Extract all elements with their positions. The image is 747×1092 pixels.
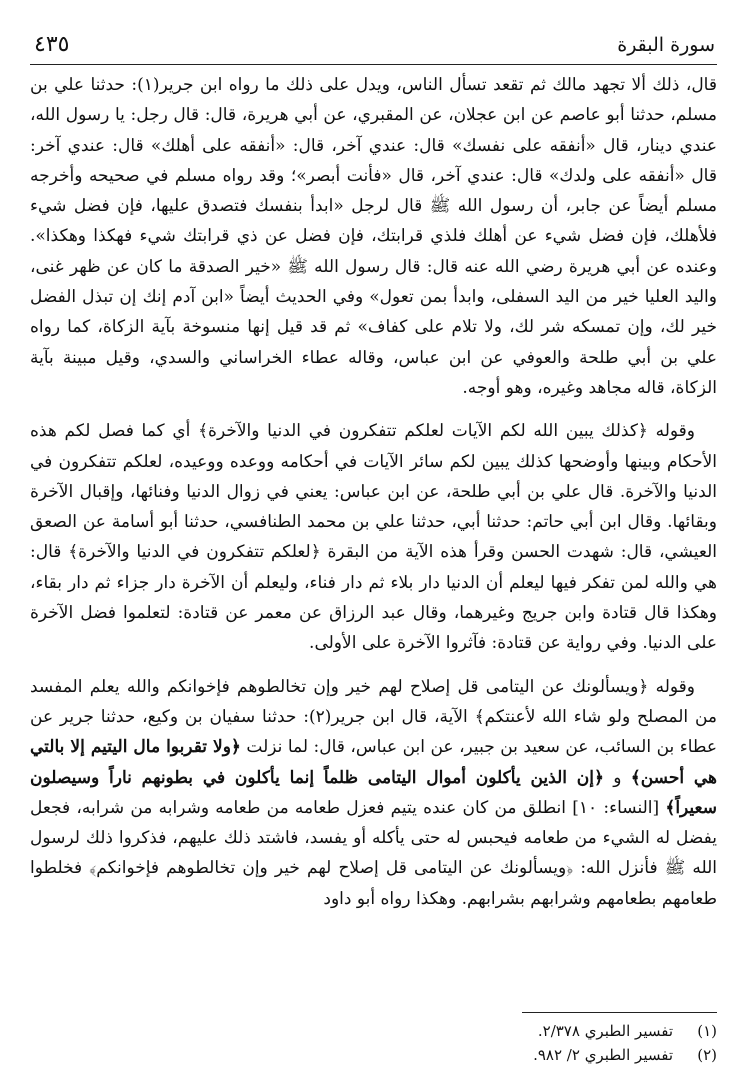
quran-verse-bold: ﴿إن الذين يأكلون أموال اليتامى ظلماً إنما يأكلون في بطونهم ناراً وسيصلون سعيراً﴾ — [30, 767, 717, 818]
paragraph-text: [النساء: ١٠] انطلق من كان عنده يتيم فعزل طعامه من طعامه وشرابه من شرابه، فجعل يفضل له الشيء من طعامه فيحبس له حتى يأكله أو يفسد، فاشتد ذلك عليهم، فذكروا ذلك لرسول الله ﷺ فأنزل الله: ﴿ويسألونك عن اليتامى قل إصلاح لهم خير وإن تخالطوهم فإخوانكم﴾ فخلطوا طعامهم بطعامهم وشرابهم بشرابهم. وهكذا رواه أبو داود — [30, 797, 717, 909]
footnotes — [30, 1012, 717, 1067]
footnote-number: (٢) — [697, 1046, 717, 1064]
paragraph — [30, 672, 717, 914]
paragraph: وقوله ﴿كذلك يبين الله لكم الآيات لعلكم تتفكرون في الدنيا والآخرة﴾ أي كما فصل لكم هذه الأحكام وبينها وأوضحها كذلك يبين لكم سائر الآيات في أحكامه ووعده ووعيده، لعلكم تتفكرون في الدنيا والآخرة. قال علي بن أبي طلحة، عن ابن عباس: يعني في زوال الدنيا وفنائها، وإقبال الآخرة وبقائها. وقال ابن أبي حاتم: حدثنا أبي، حدثنا علي بن محمد الطنافسي، حدثنا أبو أسامة عن الصعق العيشي، قال: شهدت الحسن وقرأ هذه الآية من البقرة ﴿لعلكم تتفكرون في الدنيا والآخرة﴾ قال: هي والله لمن تفكر فيها ليعلم أن الدنيا دار بلاء ثم دار فناء، وليعلم أن الآخرة دار جزاء ثم دار بقاء، وهكذا قال قتادة وابن جريج وغيرهما، وقال عبد الرزاق عن معمر عن قتادة: لتعلموا فضل الآخرة على الدنيا. وفي رواية عن قتادة: فآثروا الآخرة على الأولى. — [30, 421, 717, 654]
page-body — [30, 70, 717, 914]
footnote — [30, 1043, 717, 1067]
footnote-number: (١) — [697, 1022, 717, 1040]
footnote-text: تفسير الطبري ٢/ ٩٨٢. — [533, 1046, 673, 1064]
footnote-text: تفسير الطبري ٢/٣٧٨. — [537, 1022, 673, 1040]
footnote-divider — [522, 1012, 717, 1013]
paragraph: قال، ذلك ألا تجهد مالك ثم تقعد تسأل الناس، ويدل على ذلك ما رواه ابن جرير(١): حدثنا علي بن مسلم، حدثنا أبو عاصم عن ابن عجلان، عن المقبري، عن أبي هريرة، قال: قال رجل: يا رسول الله، عندي دينار، قال «أنفقه على نفسك» قال: عندي آخر، قال: «أنفقه على أهلك» قال: عندي آخر: قال «أنفقه على ولدك» قال: عندي آخر، قال «فأنت أبصر»؛ وقد رواه مسلم في صحيحه وأخرجه مسلم أيضاً عن جابر، أن رسول الله ﷺ قال لرجل «ابدأ بنفسك فتصدق عليها، فإن فضل شيء فلأهلك، فإن فضل شيء عن أهلك فلذي قرابتك، فإن فضل عن ذي قرابتك شيء فهكذا وهكذا». وعنده عن أبي هريرة رضي الله عنه قال: قال رسول الله ﷺ «خير الصدقة ما كان عن ظهر غنى، واليد العليا خير من اليد السفلى، وابدأ بمن تعول» وفي الحديث أيضاً «ابن آدم إنك إن تبذل الفضل خير لك، وإن تمسكه شر لك، ولا تلام على كفاف» ثم قد قيل إنها منسوخة بآية الزكاة، كما رواه علي بن أبي طلحة والعوفي عن ابن عباس، وقاله عطاء الخراساني والسدي، وقيل مبينة بآية الزكاة، قاله مجاهد وغيره، وهو أوجه. — [30, 75, 717, 398]
footnote — [30, 1019, 717, 1043]
paragraph-text: و — [603, 767, 631, 788]
sura-title: سورة البقرة — [617, 34, 715, 56]
paragraph-text: وقوله ﴿ويسألونك عن اليتامى قل إصلاح لهم خير وإن تخالطوهم فإخوانكم والله يعلم المفسد من المصلح ولو شاء الله لأعنتكم﴾ الآية، قال ابن جرير(٢): حدثنا سفيان بن وكيع، حدثنا جرير عن عطاء بن السائب، عن سعيد بن جبير، عن ابن عباس، قال: لما نزلت — [30, 676, 717, 758]
page-header — [30, 30, 717, 65]
page-number: ٤٣٥ — [34, 32, 70, 57]
quran-verse-bold: ﴿ولا تقربوا مال اليتيم إلا بالتي هي أحسن﴾ — [30, 737, 717, 788]
